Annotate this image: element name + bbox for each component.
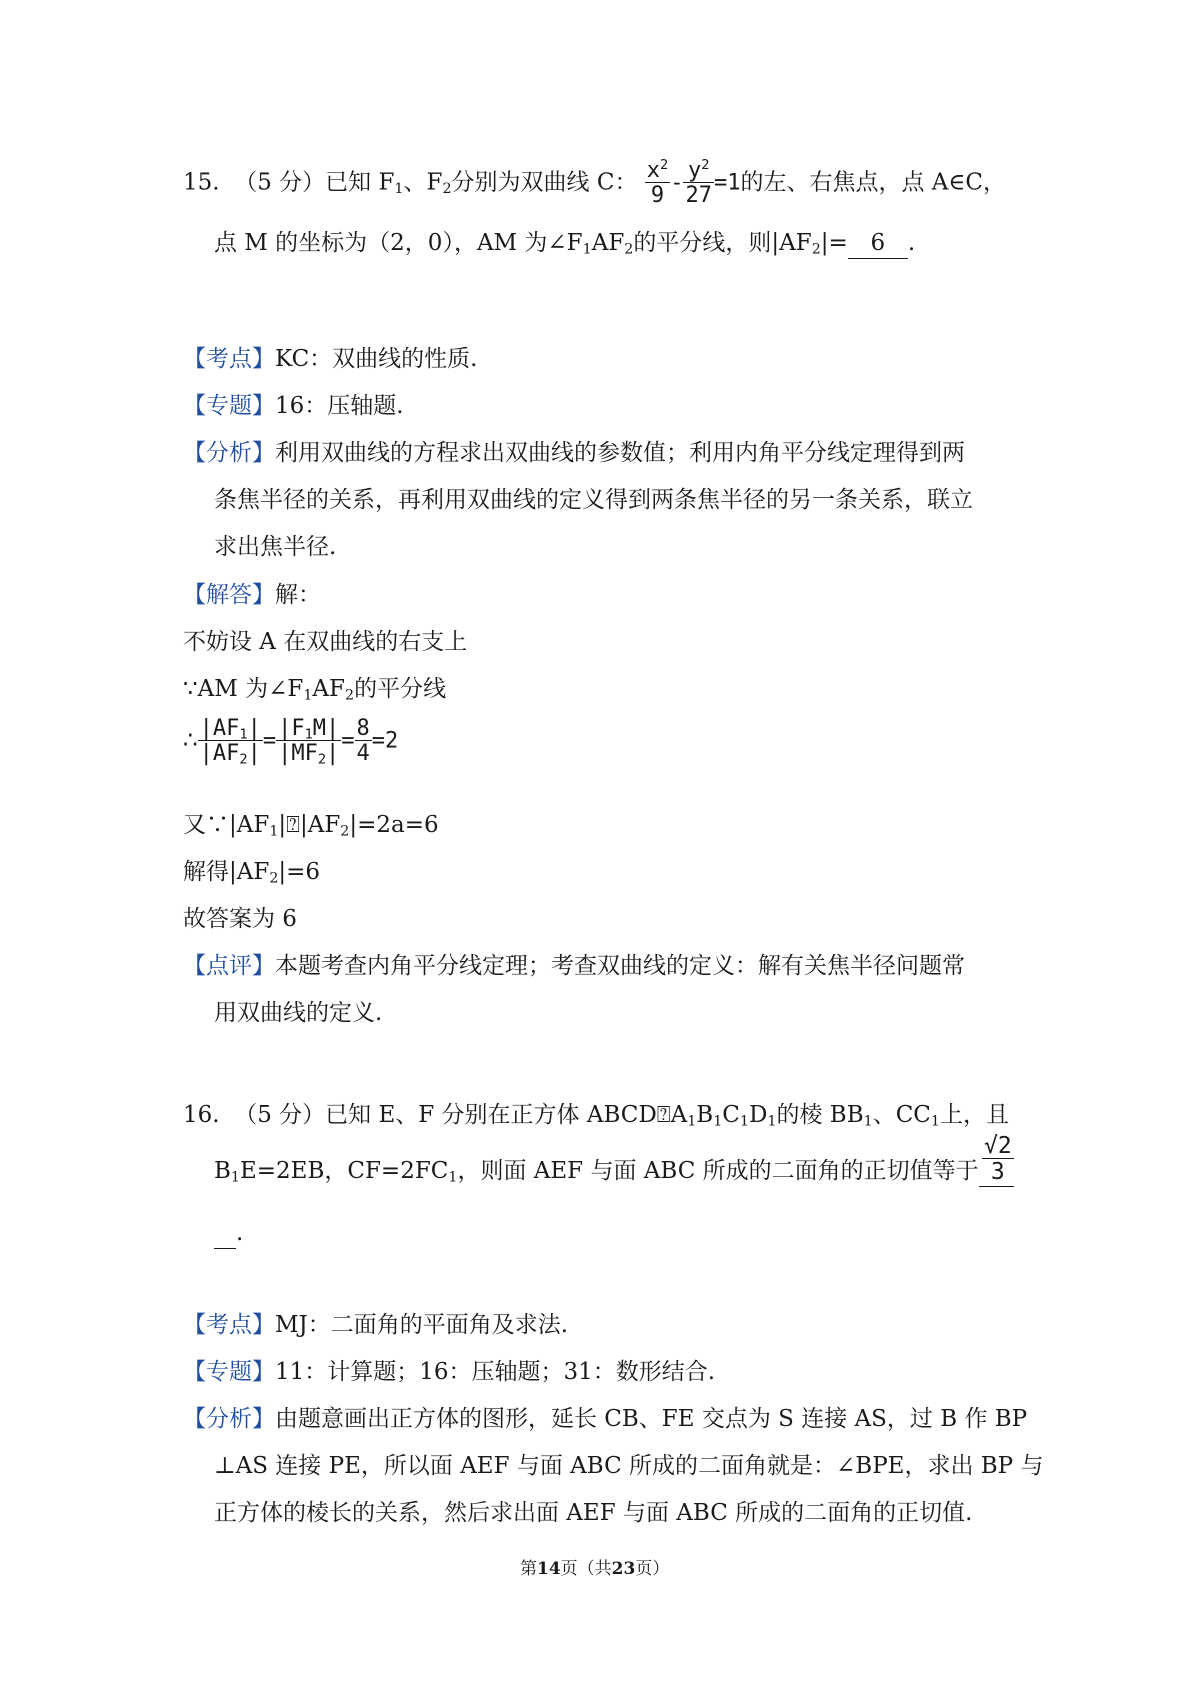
q16-fenxi-2: ⊥AS 连接 PE，所以面 AEF 与面 ABC 所成的二面角就是：∠BPE，求出 BP 与 (214, 1453, 1044, 1479)
q15-kaodian: 【考点】KC：双曲线的性质. (183, 346, 478, 372)
page-number: 14 (537, 1559, 561, 1579)
q15-fenxi: 【分析】利用双曲线的方程求出双曲线的参数值；利用内角平分线定理得到两 (183, 440, 965, 466)
q15-step3: ∴ $\frac{|AF_1|}{|AF_2|}$ = $\frac{|F_1M|}{|MF_2|}$ = $\frac{8}{4}$ =2 (183, 716, 399, 768)
q15-line1: 15. （5 分）已知 $F_1$、$F_2$分别为双曲线 C： $\frac{x^2}{9}$ - $\frac{y^2}{27}$ =1的左、右焦点，点 A∈C， (183, 156, 1007, 208)
q15-dianping: 【点评】本题考查内角平分线定理；考查双曲线的定义：解有关焦半径问题常 (183, 953, 965, 979)
q15-dianping-2: 用双曲线的定义. (214, 1000, 383, 1026)
q15-step4: 又$\because|AF_1|⍰|AF_2|=2a=6$ (183, 812, 439, 840)
q16-number: 16. (183, 1102, 220, 1128)
q15-step6: 故答案为 6 (183, 906, 297, 932)
q15-number: 15. (183, 169, 220, 196)
q16-line1: 16. （5 分）已知 E、F 分别在正方体 $ABCD⍰A_1B_1C_1D_1$的棱 $BB_1$、$CC_1$上，且 (183, 1102, 1009, 1130)
q15-eq-frac-y: $\frac{y^2}{27}$ (685, 156, 712, 208)
q16-fenxi-3: 正方体的棱长的关系，然后求出面 AEF 与面 ABC 所成的二面角的正切值. (214, 1500, 973, 1526)
q15-step1: 不妨设 A 在双曲线的右支上 (183, 629, 468, 655)
q15-step2: ∵AM 为$\angle F_1AF_2$的平分线 (183, 676, 447, 704)
q16-line2: $B_1E=2EB$，$CF=2FC_1$，则面 AEF 与面 ABC 所成的二面角的正切值等于 (214, 1158, 1001, 1187)
q15-zhuanti: 【专题】16：压轴题. (183, 393, 404, 419)
q15-line2: 点 M 的坐标为（2，0），AM 为$\angle F_1AF_2$的平分线，则$|AF_2|= 6$ . (214, 230, 916, 258)
step3-frac-fm: $\frac{|F_1M|}{|MF_2|}$ (278, 716, 340, 768)
q16-answer-frac: $\frac{√2}{3}$ (984, 1133, 1012, 1185)
q15-step5: 解得$|AF_2|=6$ (183, 859, 321, 887)
q15-eq-frac-x: $\frac{x^2}{9}$ (646, 156, 669, 208)
q16-fenxi: 【分析】由题意画出正方体的图形，延长 CB、FE 交点为 S 连接 AS，过 B 作 BP (183, 1406, 1028, 1432)
q16-zhuanti: 【专题】11：计算题；16：压轴题；31：数形结合. (183, 1359, 716, 1385)
q15-answer-blank: 6 (848, 230, 908, 259)
q15-fenxi-2: 条焦半径的关系，再利用双曲线的定义得到两条焦半径的另一条关系，联立 (214, 487, 973, 513)
step3-frac-af: $\frac{|AF_1|}{|AF_2|}$ (199, 716, 261, 768)
q16-kaodian: 【考点】MJ：二面角的平面角及求法. (183, 1312, 569, 1338)
page-total: 23 (611, 1559, 636, 1579)
q15-fenxi-3: 求出焦半径. (214, 534, 337, 560)
page-footer: 第14页（共23页） (520, 1559, 670, 1579)
q16-line3: . (214, 1220, 243, 1249)
step3-frac-84: $\frac{8}{4}$ (356, 716, 370, 766)
q15-jieda: 【解答】解： (183, 582, 321, 608)
